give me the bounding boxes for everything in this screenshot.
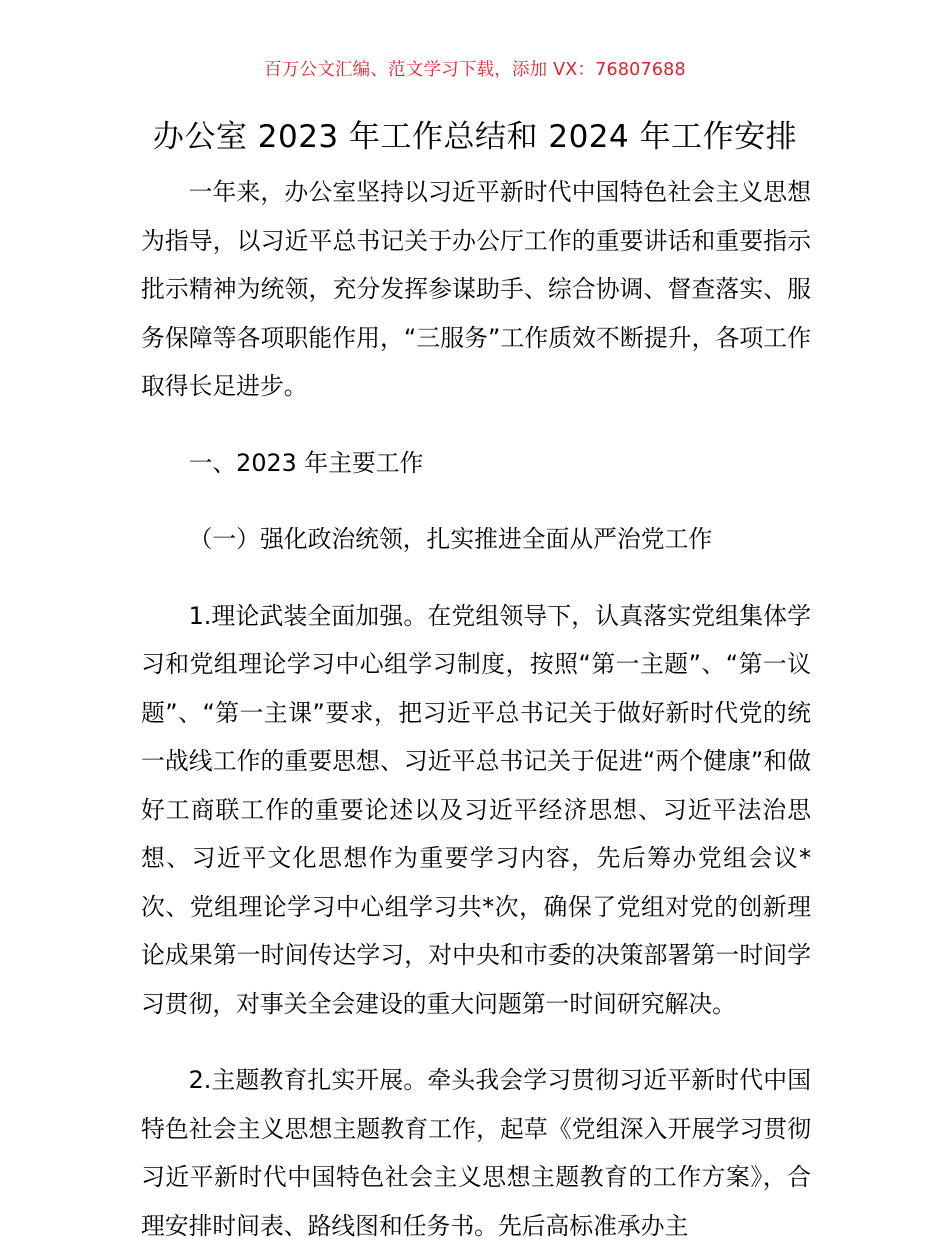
intro-paragraph: 一年来，办公室坚持以习近平新时代中国特色社会主义思想为指导，以习近平总书记关于办公厅工作的重要讲话和重要指示批示精神为统领，充分发挥参谋助手、综合协调、督查落实、服务保障等各项职能作用，“三服务”工作质效不断提升，各项工作取得长足进步。	[141, 178, 811, 400]
spacer	[141, 487, 811, 515]
watermark-banner: 百万公文汇编、范文学习下载，添加 VX：76807688	[264, 60, 686, 80]
item-paragraph-2: 2.主题教育扎实开展。牵头我会学习贯彻习近平新时代中国特色社会主义思想主题教育工作，起草《党组深入开展学习贯彻习近平新时代中国特色社会主义思想主题教育的工作方案》，合理安排时间表、路线图和任务书。先后高标准承办主	[141, 1066, 811, 1240]
document-body	[141, 168, 811, 1250]
subsection-heading: （一）强化政治统领，扎实推进全面从严治党工作	[188, 525, 713, 553]
spacer	[141, 411, 811, 439]
spacer	[141, 1028, 811, 1056]
section-heading: 一、2023 年主要工作	[188, 448, 424, 477]
document-title: 办公室 2023 年工作总结和 2024 年工作安排	[152, 119, 798, 155]
item-paragraph-1: 1.理论武装全面加强。在党组领导下，认真落实党组集体学习和党组理论学习中心组学习制度，按照“第一主题”、“第一议题”、“第一主课”要求，把习近平总书记关于做好新时代党的统一战线工作的重要思想、习近平总书记关于促进“两个健康”和做好工商联工作的重要论述以及习近平经济思想、习近平法治思想、习近平文化思想作为重要学习内容，先后筹办党组会议*次、党组理论学习中心组学习共*次，确保了党组对党的创新理论成果第一时间传达学习，对中央和市委的决策部署第一时间学习贯彻，对事关全会建设的重大问题第一时间研究解决。	[141, 601, 811, 1018]
spacer	[141, 564, 811, 592]
